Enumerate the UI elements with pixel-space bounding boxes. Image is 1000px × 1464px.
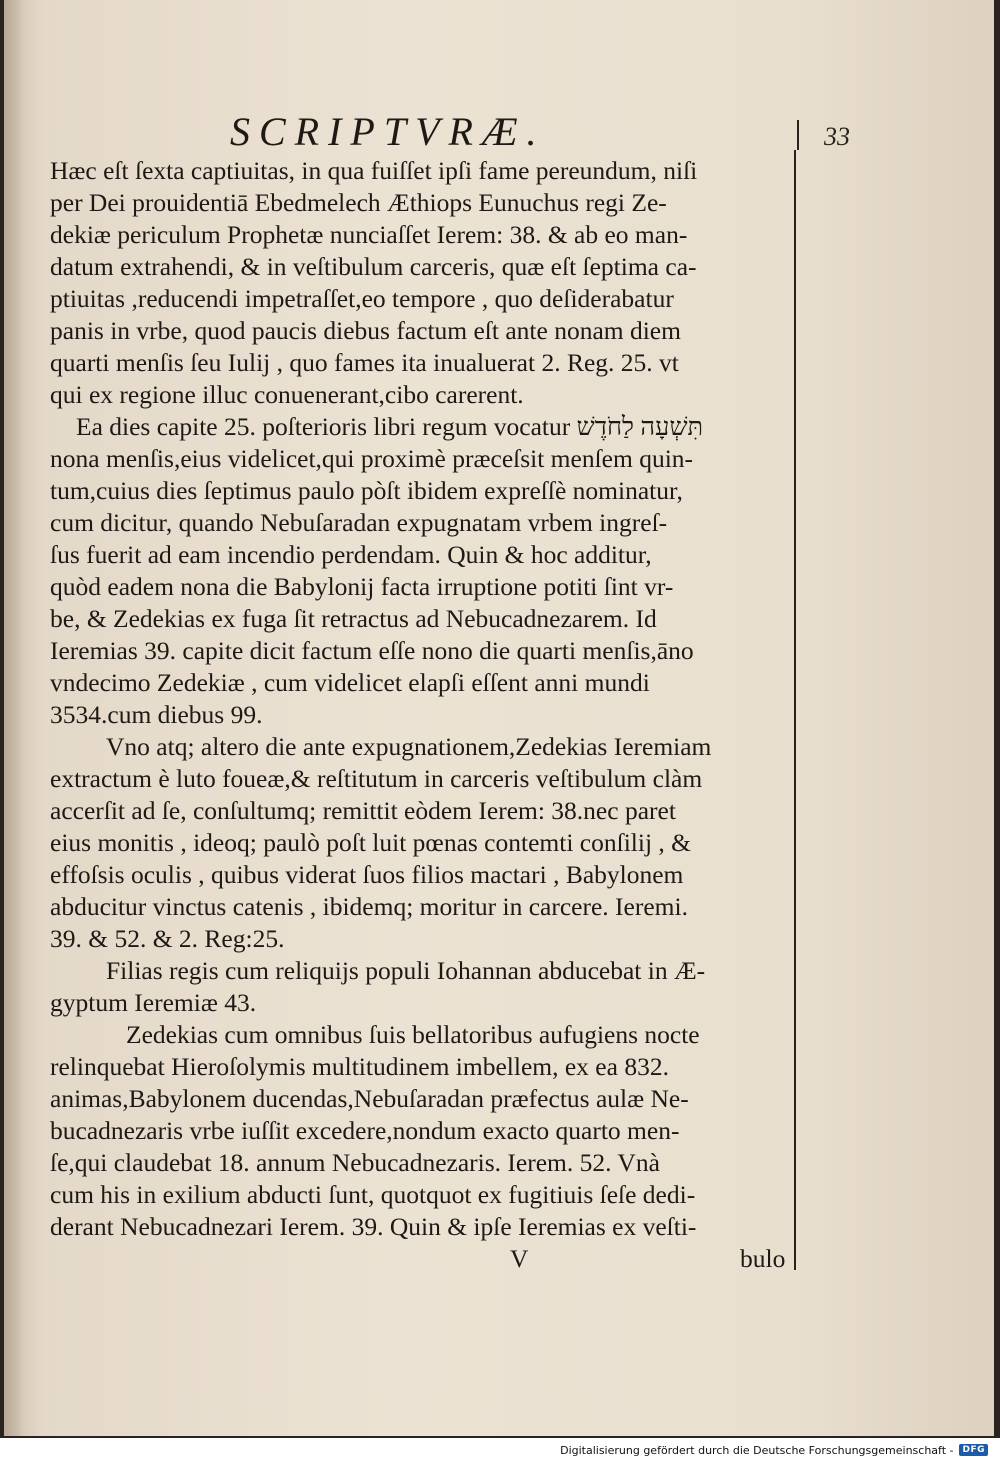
text-line: ſe,qui claudebat 18. annum Nebucadnezaris. Ierem. 52. Vnà <box>50 1148 660 1177</box>
text-line: cum dicitur, quando Nebuſaradan expugnatam vrbem ingreſ- <box>50 508 668 537</box>
text-line: Hæc eſt ſexta captiuitas, in qua fuiſſet ipſi fame pereundum, niſi <box>50 156 698 185</box>
text-line: vndecimo Zedekiæ , cum videlicet elapſi eſſent anni mundi <box>50 668 650 697</box>
text-line: panis in vrbe, quod paucis diebus factum eſt ante nonam diem <box>50 316 681 345</box>
page-number: 33 <box>824 122 850 151</box>
text-line: quòd eadem nona die Babylonij facta irruptione potiti ſint vr- <box>50 572 674 601</box>
text-line: Vno atq; altero die ante expugnationem,Zedekias Ieremiam <box>106 732 712 761</box>
page-gutter-shadow <box>4 0 24 1436</box>
text-line: 39. & 52. & 2. Reg:25. <box>50 924 285 953</box>
text-line: relinquebat Hieroſolymis multitudinem imbellem, ex ea 832. <box>50 1052 669 1081</box>
text-line: Ieremias 39. capite dicit factum eſſe nono die quarti menſis,āno <box>50 636 694 665</box>
text-line: dekiæ periculum Prophetæ nunciaſſet Ierem: 38. & ab eo man- <box>50 220 688 249</box>
text-line: animas,Babylonem ducendas,Nebuſaradan præfectus aulæ Ne- <box>50 1084 689 1113</box>
page-foot <box>50 1243 795 1277</box>
credit-text: Digitalisierung gefördert durch die Deutsche Forschungsgemeinschaft - <box>560 1443 954 1457</box>
text-line: effoſsis oculis , quibus viderat ſuos filios mactari , Babylonem <box>50 860 684 889</box>
text-line: gyptum Ieremiæ 43. <box>50 988 257 1017</box>
text-line: eius monitis , ideoq; paulò poſt luit pœnas contemti conſilij , & <box>50 828 691 857</box>
text-line: extractum è luto foueæ,& reſtitutum in carceris veſtibulum clàm <box>50 764 703 793</box>
book-page <box>4 0 994 1436</box>
margin-rule-top <box>797 120 799 150</box>
text-line: derant Nebucadnezari Ierem. 39. Quin & ipſe Ieremias ex veſti- <box>50 1212 697 1241</box>
text-line: cum his in exilium abducti ſunt, quotquot ex fugitiuis ſeſe dedi- <box>50 1180 696 1209</box>
text-line: per Dei prouidentiā Ebedmelech Æthiops Eunuchus regi Ze- <box>50 188 667 217</box>
text-line: quarti menſis ſeu Iulij , quo fames ita inualuerat 2. Reg. 25. vt <box>50 348 679 377</box>
text-line: ſus fuerit ad eam incendio perdendam. Quin & hoc additur, <box>50 540 652 569</box>
dfg-logo: DFG <box>959 1444 988 1456</box>
body-text <box>50 155 795 1277</box>
signature-mark: V <box>510 1244 529 1273</box>
text-line: abducitur vinctus catenis , ibidemq; moritur in carcere. Ieremi. <box>50 892 688 921</box>
running-head: SCRIPTVRÆ. <box>230 109 546 154</box>
text-line: tum,cuius dies ſeptimus paulo pòſt ibidem expreſſè nominatur, <box>50 476 683 505</box>
text-line: 3534.cum diebus 99. <box>50 700 263 729</box>
text-line: bucadnezaris vrbe iuſſit excedere,nondum exacto quarto men- <box>50 1116 680 1145</box>
text-line: nona menſis,eius videlicet,qui proximè præceſsit menſem quin- <box>50 444 694 473</box>
text-line: datum extrahendi, & in veſtibulum carceris, quæ eſt ſeptima ca- <box>50 252 697 281</box>
text-line: Zedekias cum omnibus ſuis bellatoribus aufugiens nocte <box>126 1020 700 1049</box>
text-line: ptiuitas ,reducendi impetraſſet,eo tempore , quo deſiderabatur <box>50 284 674 313</box>
digitization-credit <box>560 1440 988 1460</box>
text-line: Ea dies capite 25. poſterioris libri regum vocatur תִּשְׁעָה לַחֹדֶשׁ <box>76 412 704 441</box>
text-line: be, & Zedekias ex fuga ſit retractus ad Nebucadnezarem. Id <box>50 604 657 633</box>
text-line: accerſit ad ſe, conſultumq; remittit eòdem Ierem: 38.nec paret <box>50 796 676 825</box>
text-line: Filias regis cum reliquijs populi Iohannan abducebat in Æ- <box>106 956 706 985</box>
catchword: bulo <box>740 1244 786 1273</box>
text-line: qui ex regione illuc conuenerant,cibo carerent. <box>50 380 524 409</box>
